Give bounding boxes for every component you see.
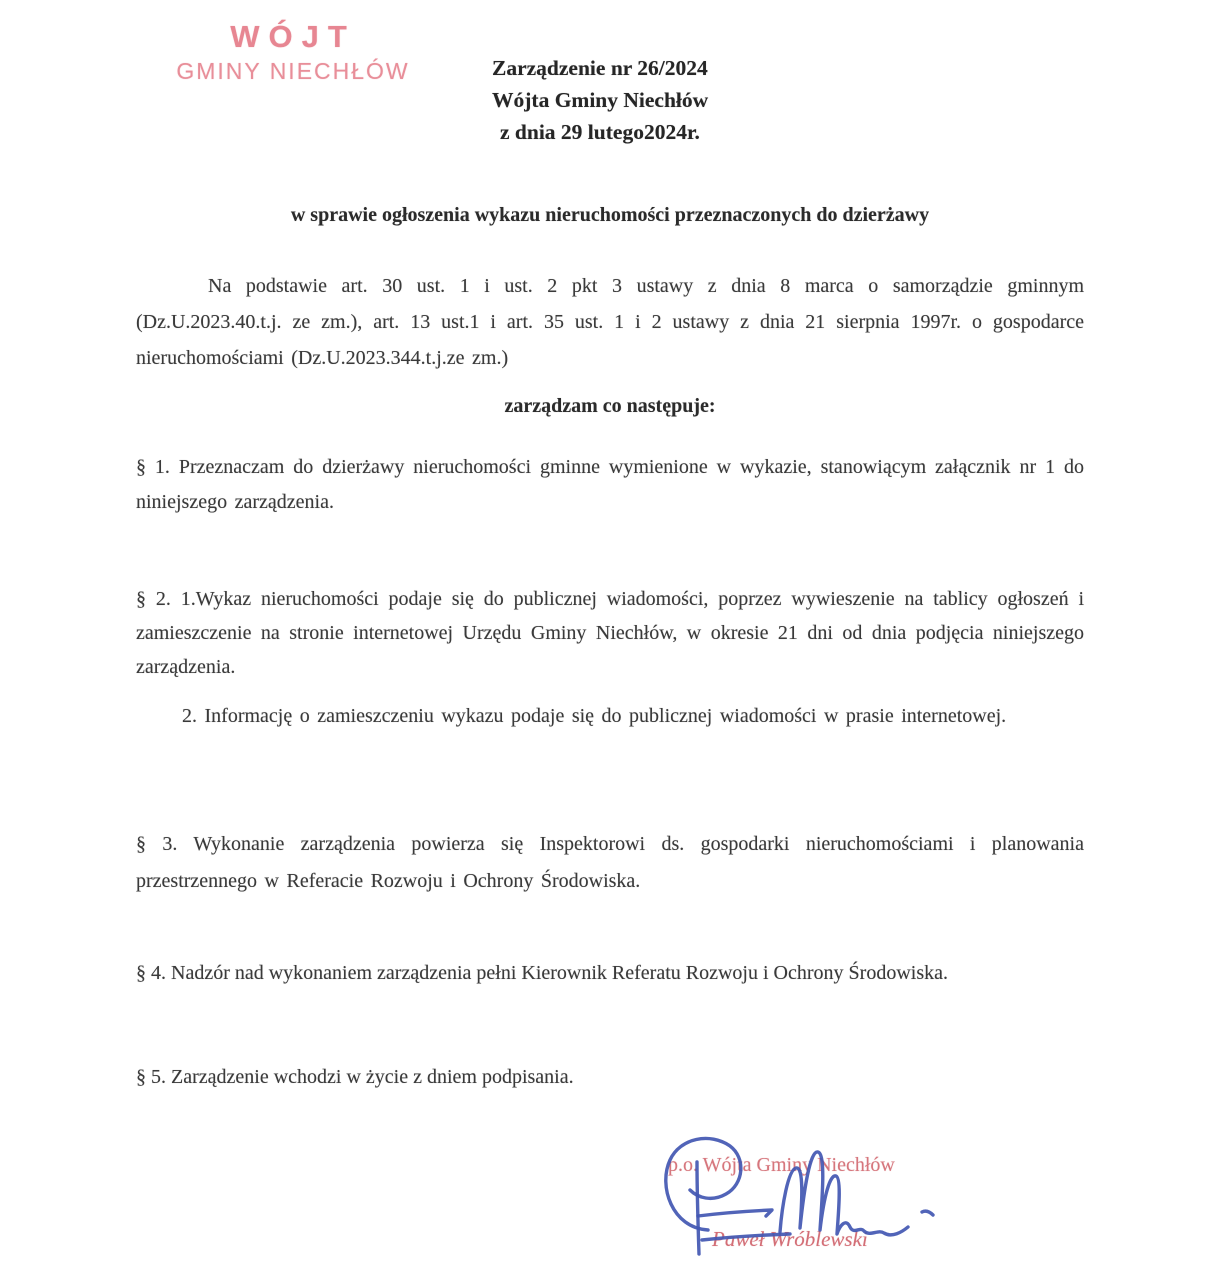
subject-line: w sprawie ogłoszenia wykazu nieruchomości przeznaczonych do dzierżawy [290,204,930,226]
section-2-point-2: 2. Informację o zamieszczeniu wykazu podaje się do publicznej wiadomości w prasie internetowej. [182,705,1007,727]
signature-scrawl [650,1128,962,1264]
heading-number: Zarządzenie nr 26/2024 [492,56,708,80]
heading-issuer: Wójta Gminy Niechłów [492,88,709,112]
section-3: § 3. Wykonanie zarządzenia powierza się Inspektorowi ds. gospodarki nieruchomościami i planowania przestrzennego w Referacie Rozwoju i Ochrony Środowiska. [136,833,1084,892]
office-stamp [168,20,418,84]
section-4: § 4. Nadzór nad wykonaniem zarządzenia pełni Kierownik Referatu Rozwoju i Ochrony Środowiska. [136,962,948,984]
order-clause: zarządzam co następuje: [504,395,716,417]
stamp-title: WÓJT [230,19,356,54]
legal-basis-paragraph: Na podstawie art. 30 ust. 1 i ust. 2 pkt 3 ustawy z dnia 8 marca o samorządzie gminnym (Dz.U.2023.40.t.j. ze zm.), art. 13 ust.1 i art. 35 ust. 1 i 2 ustawy z dnia 21 sierpnia 1997r. o gospodarce nieruchomościami (Dz.U.2023.344.t.j.ze zm.) [136,275,1084,369]
signature-block [650,1128,962,1264]
signature-name-stamp: Paweł Wróblewski [712,1227,868,1251]
signature-title-stamp: p.o. Wójta Gminy Niechłów [668,1154,895,1176]
section-5: § 5. Zarządzenie wchodzi w życie z dniem podpisania. [136,1066,574,1088]
document-heading [492,52,708,148]
section-1: § 1. Przeznaczam do dzierżawy nieruchomości gminne wymienione w wykazie, stanowiącym załącznik nr 1 do niniejszego zarządzenia. [136,456,1084,513]
heading-date: z dnia 29 lutego2024r. [500,120,700,144]
section-2: § 2. 1.Wykaz nieruchomości podaje się do publicznej wiadomości, poprzez wywieszenie na tablicy ogłoszeń i zamieszczenie na stronie internetowej Urzędu Gminy Niechłów, w okresie 21 dni od dnia podjęcia niniejszego zarządzenia. [136,588,1084,678]
stamp-subtitle: GMINY NIECHŁÓW [176,58,410,85]
